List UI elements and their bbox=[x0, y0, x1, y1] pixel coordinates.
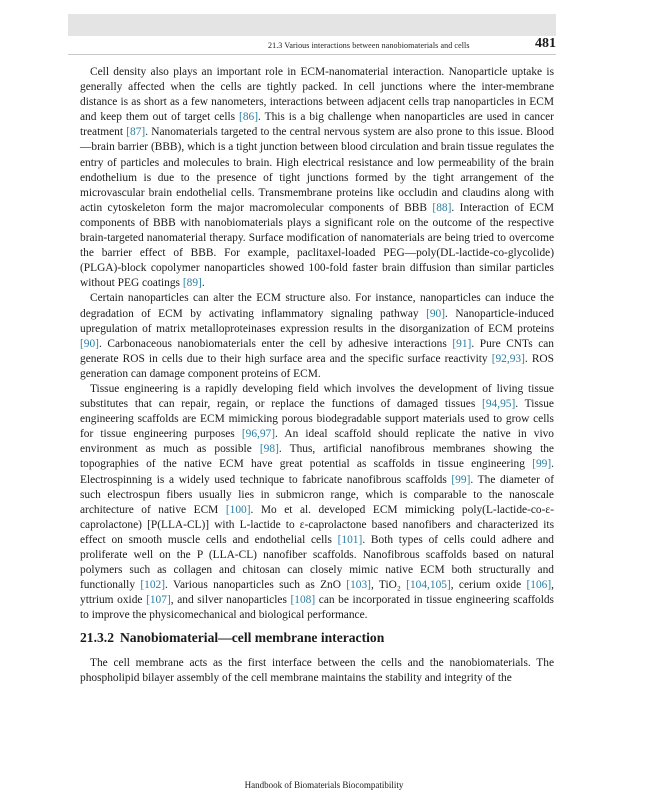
reference-link[interactable]: [90] bbox=[80, 337, 99, 350]
section-number: 21.3.2 bbox=[80, 630, 114, 645]
text-run: . Both types of cells could adhere and proliferate well on the P (LLA-CL) nanofiber scaffolds. Nanofibrous scaffolds based on natural polymers such as collagen and chitosan can closely mimic native ECM both structurally and functionally bbox=[80, 533, 554, 592]
reference-link[interactable]: [96,97] bbox=[241, 428, 276, 441]
reference-link[interactable]: [106] bbox=[526, 579, 552, 592]
reference-link[interactable]: [102] bbox=[140, 579, 166, 592]
text-run: . The diameter of such electrospun fibers usually lies in submicron range, which is comparable to the nanoscale architecture of native ECM bbox=[80, 473, 554, 516]
text-run: can be incorporated in tissue engineering scaffolds to improve the physicomechanical and biological performance. bbox=[80, 594, 554, 622]
text-run: . Pure CNTs can generate ROS in cells due to their high surface area and the specific surface reactivity bbox=[80, 337, 554, 365]
reference-link[interactable]: [99] bbox=[451, 473, 471, 486]
reference-link[interactable]: [108] bbox=[290, 594, 316, 607]
text-run: . Various nanoparticles such as ZnO bbox=[165, 579, 347, 592]
text-run: . This is a big challenge when nanoparticles are used in cancer treatment bbox=[80, 111, 554, 139]
reference-link[interactable]: [94,95] bbox=[482, 398, 516, 411]
reference-link[interactable]: [92,93] bbox=[491, 352, 525, 365]
text-run: . Nanoparticle-induced upregulation of matrix metalloproteinases expression results in the disorganization of ECM proteins bbox=[80, 307, 554, 335]
reference-link[interactable]: [88] bbox=[432, 201, 452, 214]
text-run: , and silver nanoparticles bbox=[170, 594, 291, 607]
reference-link[interactable]: [98] bbox=[259, 443, 279, 456]
text-run: Certain nanoparticles can alter the ECM structure also. For instance, nanoparticles can induce the degradation of ECM by activating inflammatory signaling pathway bbox=[80, 292, 554, 320]
header-band bbox=[68, 14, 556, 36]
section-title: Nanobiomaterial—cell membrane interaction bbox=[119, 630, 385, 645]
body-text bbox=[80, 65, 554, 623]
reference-link[interactable]: [87] bbox=[126, 126, 146, 139]
text-run: . Mo et al. developed ECM mimicking poly(L-lactide-co-ε-caprolactone) [P(LLA-CL)] with L-lactide to ε-caprolactone based nanofibers and characterized its effect on smooth muscle cells and endothelial cells bbox=[80, 503, 554, 546]
reference-link[interactable]: [86] bbox=[239, 111, 259, 124]
reference-link[interactable]: [104,105] bbox=[406, 579, 451, 592]
paragraph bbox=[80, 382, 554, 624]
text-run: . An ideal scaffold should replicate the native in vivo environment as much as possible bbox=[80, 428, 554, 456]
text-run: , cerium oxide bbox=[450, 579, 527, 592]
reference-link[interactable]: [100] bbox=[225, 503, 251, 516]
running-head: 21.3 Various interactions between nanobiomaterials and cells bbox=[268, 41, 470, 50]
reference-link[interactable]: [107] bbox=[146, 594, 171, 607]
text-run: , yttrium oxide bbox=[80, 579, 555, 607]
reference-link[interactable]: [91] bbox=[452, 337, 472, 350]
text-run: . Carbonaceous nanobiomaterials enter the cell by adhesive interactions bbox=[98, 337, 453, 350]
reference-link[interactable]: [99] bbox=[532, 458, 552, 471]
reference-link[interactable]: [101] bbox=[337, 533, 363, 546]
text-run: . Nanomaterials targeted to the central nervous system are also prone to this issue. Blood—brain barrier (BBB), which is a tight junction between blood circulation and brain tissue regulates the entry of particles and molecules to brain. High electrical resistance and low permeability of the brain endothelium is due to the presence of tight junctions formed by the tight arrangement of the microvascular brain endothelial cells. Transmembrane proteins like occludin and claudins along with actin cytoskeleton form the major macromolecular components of BBB bbox=[80, 126, 554, 214]
reference-link[interactable]: [90] bbox=[426, 307, 446, 320]
section-paragraph: The cell membrane acts as the first interface between the cells and the nanobiomaterials. The phospholipid bilayer assembly of the cell membrane maintains the stability and integrity of the bbox=[80, 657, 554, 685]
text-run: Cell density also plays an important role in ECM-nanomaterial interaction. Nanoparticle uptake is generally affected when the cells are tightly packed. In cell junctions where the inter-membrane distance is as short as a few nanometers, interactions between adjacent cells trap nanoparticles in ECM and keep them out of target cells bbox=[80, 66, 554, 124]
section-body bbox=[80, 656, 554, 686]
text-run: . Thus, artificial nanofibrous membranes showing the topographies of the native ECM have great potential as scaffolds in tissue engineering bbox=[80, 443, 554, 471]
text-run: Tissue engineering is a rapidly developing field which involves the development of living tissue substitutes that can repair, regain, or replace the functions of damaged tissues bbox=[80, 382, 554, 411]
paragraph bbox=[80, 65, 554, 291]
page-number: 481 bbox=[535, 36, 556, 51]
reference-link[interactable]: [103] bbox=[346, 579, 371, 592]
text-run: . Electrospinning is a widely used technique to fabricate nanofibrous scaffolds bbox=[80, 458, 554, 486]
text-run: . Interaction of ECM components of BBB with nanobiomaterials plays a significant role on the outcome of the respective brain-targeted nanomaterial therapy. Surface modification of nanomaterials are being tried to overcome the barrier effect of BBB. For example, paclitaxel-loaded PEG—poly(DL-lactide-co-glycolide) (PLGA)-block copolymer nanoparticles showed 100-fold faster brain diffusion than similar particles without PEG coatings bbox=[80, 201, 554, 290]
page-header bbox=[68, 36, 556, 55]
paragraph bbox=[80, 291, 554, 382]
text-run: . ROS generation can damage component proteins of ECM. bbox=[80, 352, 554, 380]
text-run: . bbox=[201, 277, 205, 290]
text-run: , TiO₂ bbox=[370, 579, 407, 592]
reference-link[interactable]: [89] bbox=[182, 277, 202, 290]
section-heading bbox=[80, 630, 554, 646]
text-run: . Tissue engineering scaffolds are ECM mimicking porous biodegradable support materials used to grow cells for tissue engineering purposes bbox=[80, 398, 554, 441]
page-footer: Handbook of Biomaterials Biocompatibility bbox=[244, 780, 404, 790]
